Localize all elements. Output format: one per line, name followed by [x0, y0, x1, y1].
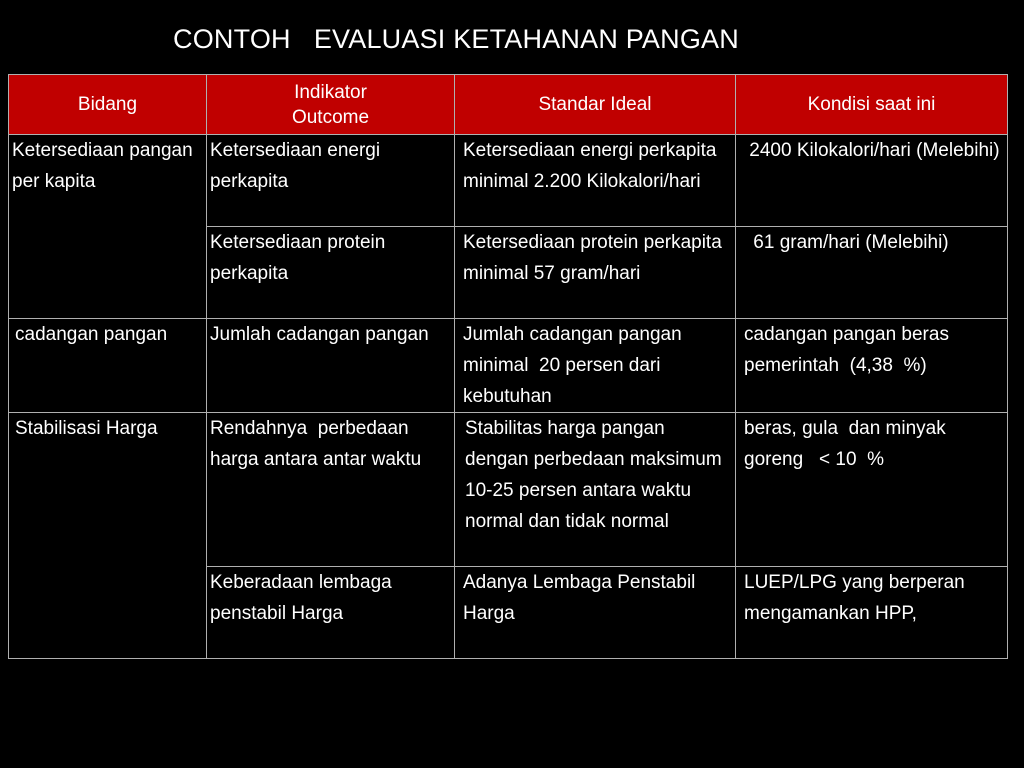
table-header-row [9, 75, 1008, 135]
header-bidang: Bidang [9, 75, 207, 135]
standar-cell: Ketersediaan energi perkapita minimal 2.200 Kilokalori/hari [455, 135, 736, 227]
standar-cell: Adanya Lembaga Penstabil Harga [455, 567, 736, 659]
kondisi-cell: 2400 Kilokalori/hari (Melebihi) [736, 135, 1008, 227]
kondisi-cell: beras, gula dan minyak goreng < 10 % [736, 413, 1008, 567]
standar-cell: Stabilitas harga pangan dengan perbedaan maksimum 10-25 persen antara waktu normal dan tidak normal [455, 413, 736, 567]
kondisi-cell: 61 gram/hari (Melebihi) [736, 227, 1008, 319]
indikator-cell: Jumlah cadangan pangan [207, 319, 455, 413]
kondisi-cell: cadangan pangan beras pemerintah (4,38 %) [736, 319, 1008, 413]
header-indikator-outcome [207, 75, 455, 135]
bidang-cell: Ketersediaan pangan per kapita [9, 135, 207, 319]
table-row [9, 413, 1008, 567]
table-row [9, 135, 1008, 227]
table-row [9, 319, 1008, 413]
indikator-cell: Keberadaan lembaga penstabil Harga [207, 567, 455, 659]
header-indikator-outcome-label: Indikator Outcome [291, 81, 370, 128]
kondisi-cell: LUEP/LPG yang berperan mengamankan HPP, [736, 567, 1008, 659]
bidang-cell: Stabilisasi Harga [9, 413, 207, 659]
page-title: CONTOH EVALUASI KETAHANAN PANGAN [173, 24, 739, 54]
evaluation-table [8, 74, 1008, 659]
standar-cell: Ketersediaan protein perkapita minimal 57 gram/hari [455, 227, 736, 319]
indikator-cell: Ketersediaan protein perkapita [207, 227, 455, 319]
header-standar-ideal: Standar Ideal [455, 75, 736, 135]
standar-cell: Jumlah cadangan pangan minimal 20 persen dari kebutuhan [455, 319, 736, 413]
header-kondisi-saat-ini: Kondisi saat ini [736, 75, 1008, 135]
indikator-cell: Rendahnya perbedaan harga antara antar waktu [207, 413, 455, 567]
bidang-cell: cadangan pangan [9, 319, 207, 413]
indikator-cell: Ketersediaan energi perkapita [207, 135, 455, 227]
